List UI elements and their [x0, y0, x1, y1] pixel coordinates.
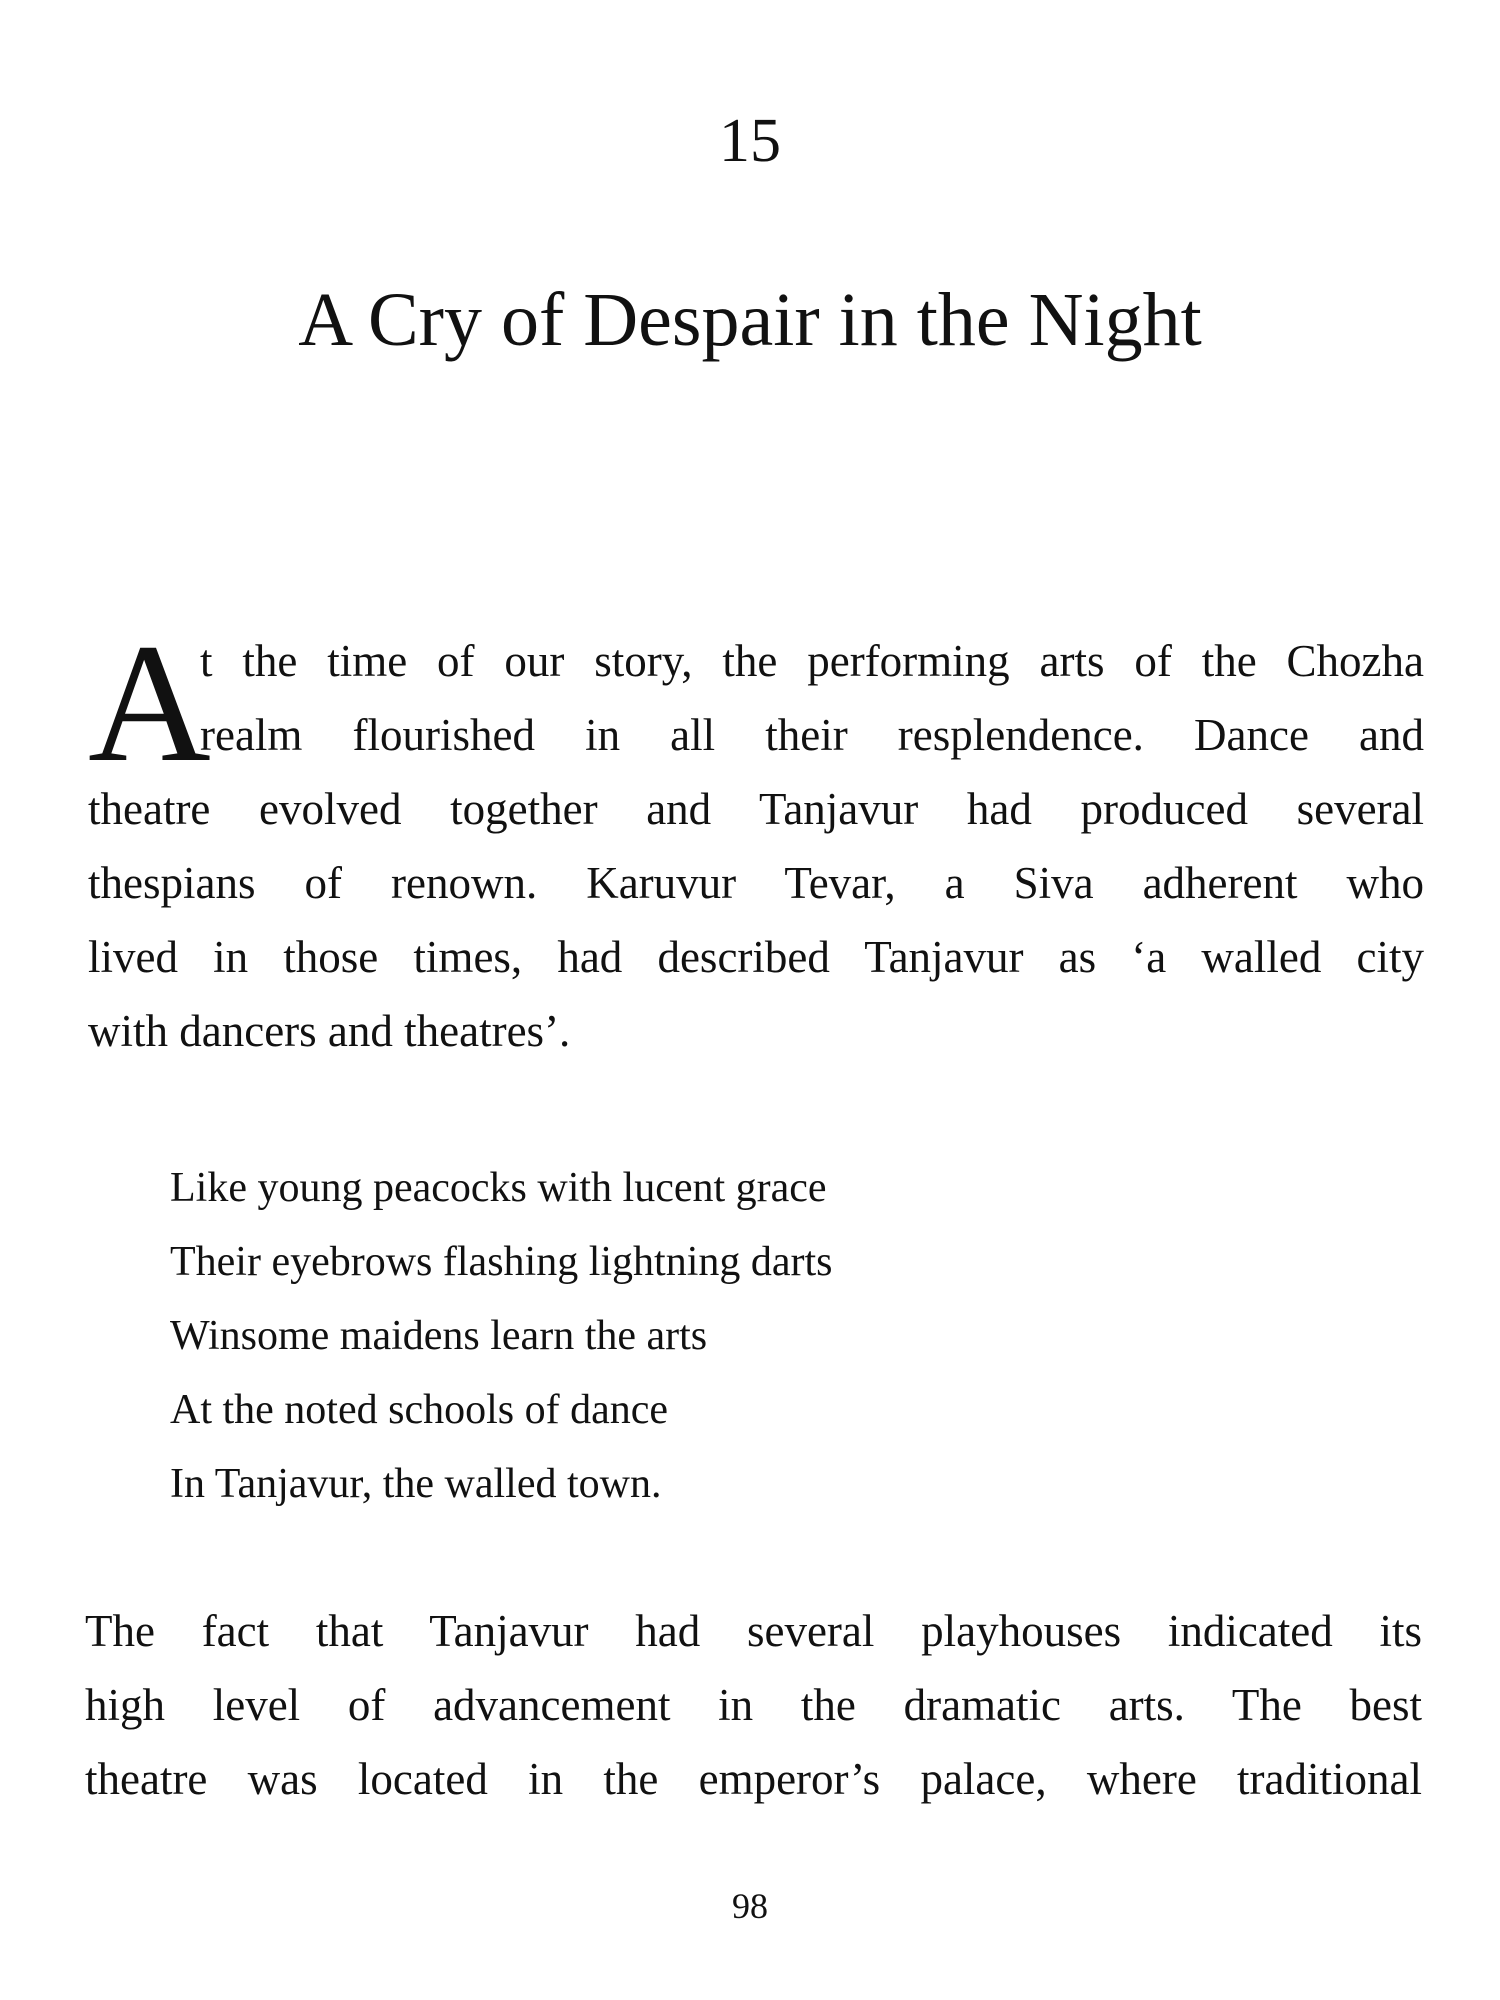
paragraph-opening: [88, 624, 1424, 1068]
chapter-title: A Cry of Despair in the Night: [298, 278, 1202, 362]
paragraph-line: theatre was located in the emperor’s palace, where traditional: [85, 1754, 1422, 1804]
paragraph-line: with dancers and theatres’.: [88, 1006, 571, 1056]
drop-cap: A: [88, 609, 211, 797]
paragraph-line: high level of advancement in the dramatic arts. The best: [85, 1680, 1422, 1730]
paragraph-continued: [85, 1594, 1422, 1816]
paragraph-line: thespians of renown. Karuvur Tevar, a Siva adherent who: [88, 858, 1424, 908]
paragraph-line: realm flourished in all their resplendence. Dance and: [200, 710, 1424, 760]
verse-line: Like young peacocks with lucent grace: [170, 1165, 827, 1211]
chapter-number: 15: [719, 107, 781, 175]
paragraph-line: lived in those times, had described Tanjavur as ‘a walled city: [88, 932, 1424, 982]
paragraph-line: The fact that Tanjavur had several playhouses indicated its: [85, 1606, 1422, 1656]
verse-line: Their eyebrows flashing lightning darts: [170, 1239, 833, 1285]
verse-block: [170, 1151, 833, 1521]
page-number: 98: [732, 1886, 768, 1926]
paragraph-line: theatre evolved together and Tanjavur had produced several: [88, 784, 1424, 834]
verse-line: At the noted schools of dance: [170, 1387, 669, 1433]
verse-line: In Tanjavur, the walled town.: [170, 1461, 662, 1507]
paragraph-line: t the time of our story, the performing arts of the Chozha: [200, 636, 1424, 686]
verse-line: Winsome maidens learn the arts: [170, 1313, 708, 1359]
